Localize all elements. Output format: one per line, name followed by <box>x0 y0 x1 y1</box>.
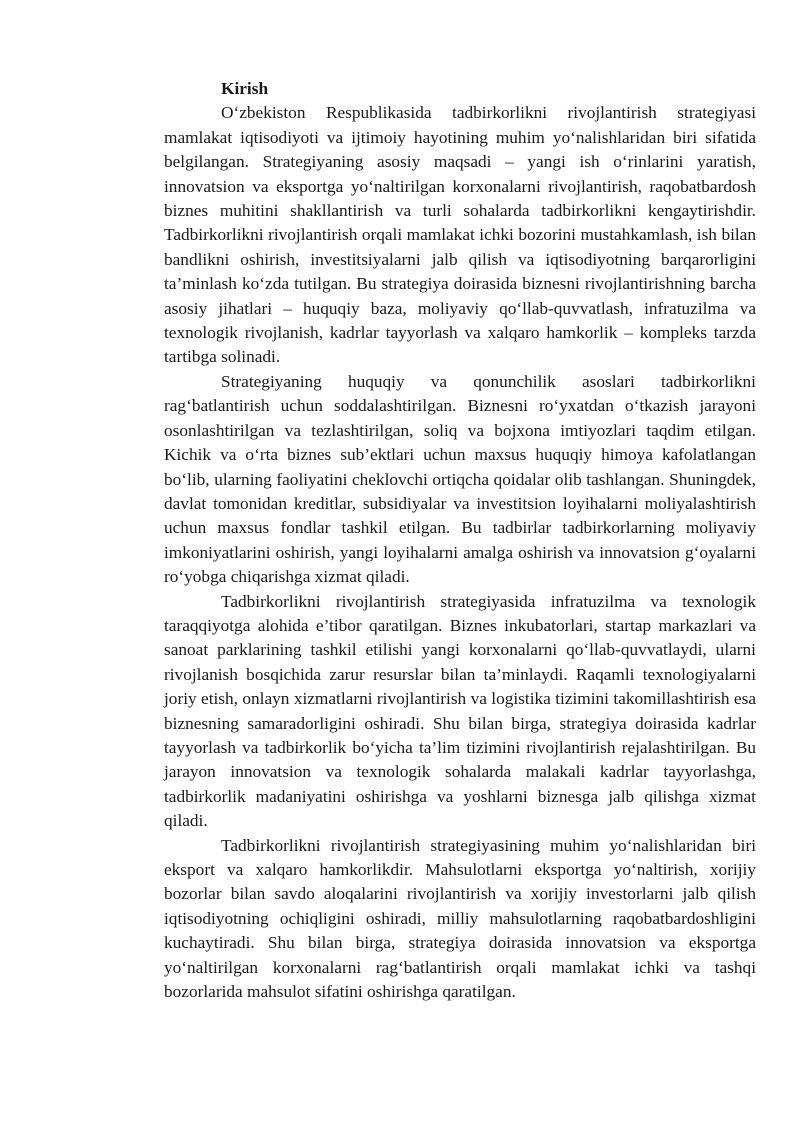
paragraph-4: Tadbirkorlikni rivojlantirish strategiyasining muhim yo‘nalishlaridan biri eksport va xalqaro hamkorlikdir. Mahsulotlarni eksportga yo‘naltirish, xorijiy bozorlar bilan savdo aloqalarini rivojlantirish va xorijiy investorlarni jalb qilish iqtisodiyotning ochiqligini oshiradi, milliy mahsulotlarning raqobatbardoshligini kuchaytiradi. Shu bilan birga, strategiya doirasida innovatsion va eksportga yo‘naltirilgan korxonalarni rag‘batlantirish orqali mamlakat ichki va tashqi bozorlarida mahsulot sifatini oshirishga qaratilgan. <box>164 835 756 1002</box>
document-page <box>164 77 756 1004</box>
paragraph-2: Strategiyaning huquqiy va qonunchilik asoslari tadbirkorlikni rag‘batlantirish uchun soddalashtirilgan. Biznesni ro‘yxatdan o‘tkazish jarayoni osonlashtirilgan va tezlashtirilgan, soliq va bojxona imtiyozlari taqdim etilgan. Kichik va o‘rta biznes sub’ektlari uchun maxsus huquqiy himoya kafolatlangan bo‘lib, ularning faoliyatini cheklovchi ortiqcha qoidalar olib tashlangan. Shuningdek, davlat tomonidan kreditlar, subsidiyalar va investitsion loyihalarni moliyalashtirish uchun maxsus fondlar tashkil etilgan. Bu tadbirlar tadbirkorlarning moliyaviy imkoniyatlarini oshirish, yangi loyihalarni amalga oshirish va innovatsion g‘oyalarni ro‘yobga chiqarishga xizmat qiladi. <box>164 371 756 587</box>
paragraph-1: O‘zbekiston Respublikasida tadbirkorlikni rivojlantirish strategiyasi mamlakat iqtisodiyoti va ijtimoiy hayotining muhim yo‘nalishlaridan biri sifatida belgilangan. Strategiyaning asosiy maqsadi – yangi ish o‘rinlarini yaratish, innovatsion va eksportga yo‘naltirilgan korxonalarni rivojlantirish, raqobatbardosh biznes muhitini shakllantirish va turli sohalarda tadbirkorlikni kengaytirishdir. Tadbirkorlikni rivojlantirish orqali mamlakat ichki bozorini mustahkamlash, ish bilan bandlikni oshirish, investitsiyalarni jalb qilish va iqtisodiyotning barqarorligini ta’minlash ko‘zda tutilgan. Bu strategiya doirasida biznesni rivojlantirishning barcha asosiy jihatlari – huquqiy baza, moliyaviy qo‘llab-quvvatlash, infratuzilma va texnologik rivojlanish, kadrlar tayyorlash va xalqaro hamkorlik – kompleks tarzda tartibga solinadi. <box>164 103 756 367</box>
section-heading: Kirish <box>221 79 269 98</box>
paragraph-3: Tadbirkorlikni rivojlantirish strategiyasida infratuzilma va texnologik taraqqiyotga alohida e’tibor qaratilgan. Biznes inkubatorlari, startap markazlari va sanoat parklarining tashkil etilishi yangi korxonalarni qo‘llab-quvvatlaydi, ularni rivojlanish bosqichida zarur resurslar bilan ta’minlaydi. Raqamli texnologiyalarni joriy etish, onlayn xizmatlarni rivojlantirish va logistika tizimini takomillashtirish esa biznesning samaradorligini oshiradi. Shu bilan birga, strategiya doirasida kadrlar tayyorlash va tadbirkorlik bo‘yicha ta’lim tizimini rivojlantirish rejalashtirilgan. Bu jarayon innovatsion va texnologik sohalarda malakali kadrlar tayyorlashga, tadbirkorlik madaniyatini oshirishga va yoshlarni biznesga jalb qilishga xizmat qiladi. <box>164 591 756 831</box>
